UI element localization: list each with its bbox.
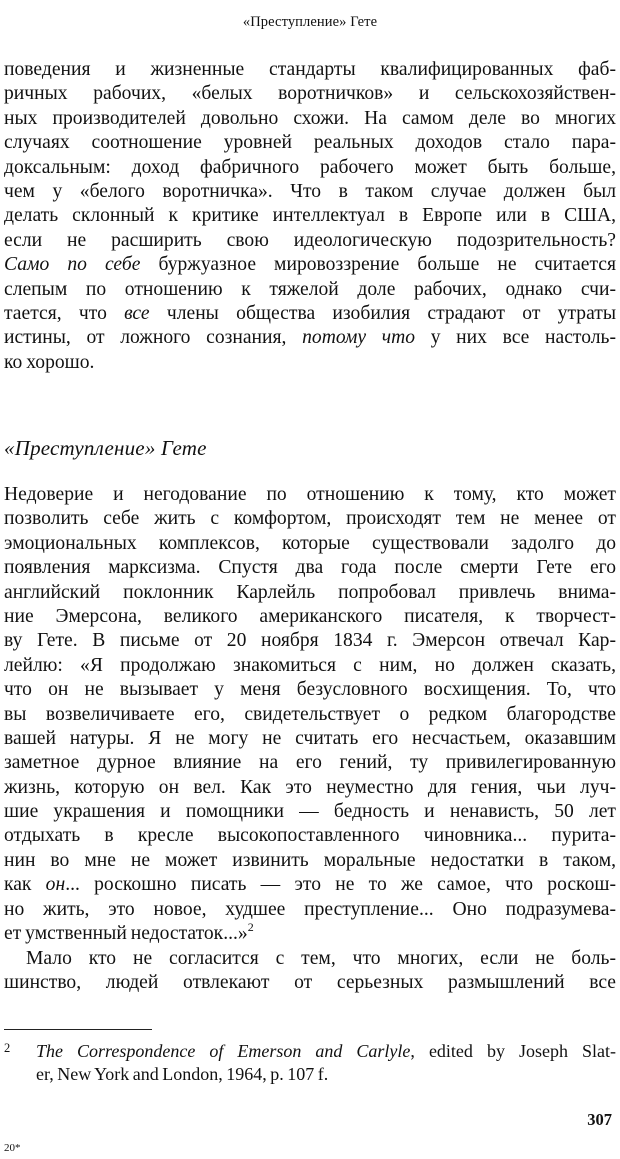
text-line: ние Эмерсона, великого американского писателя, к творчест- bbox=[4, 605, 616, 627]
text-run: ... роскошно писать — это не то же самое, что роскош- bbox=[65, 874, 616, 896]
text-line bbox=[4, 922, 616, 946]
page-number: 307 bbox=[587, 1110, 612, 1129]
text-line: шие украшения и помощники — бедность и ненависть, 50 лет bbox=[4, 801, 616, 823]
text-line: отдыхать в кресле высокопоставленного чиновника... пурита- bbox=[4, 825, 616, 847]
text-line: жизнь, которую он вел. Как это неуместно для гения, чьи луч- bbox=[4, 776, 616, 798]
text-line: поведения и жизненные стандарты квалифицированных фаб- bbox=[4, 59, 616, 80]
text-line: вашей натуры. Я не могу не считать его несчастьем, оказавшим bbox=[4, 727, 616, 749]
text-line bbox=[4, 326, 616, 350]
running-header: «Преступление» Гете bbox=[242, 14, 378, 30]
paragraph-3 bbox=[4, 947, 616, 996]
footnote bbox=[4, 1040, 616, 1086]
italic-phrase: Само по себе bbox=[4, 254, 141, 276]
text-run: ет умственный недостаток...» bbox=[4, 923, 248, 945]
italic-word: все bbox=[124, 302, 150, 324]
text-line: если не расширить свою идеологическую подозрительность? bbox=[4, 229, 616, 251]
text-run: у них все настоль- bbox=[415, 327, 616, 349]
text-line: появления марксизма. Спустя два года после смерти Гете его bbox=[4, 557, 616, 579]
footnote-line bbox=[4, 1040, 616, 1063]
paragraph-2 bbox=[4, 483, 616, 946]
text-run: буржуазное мировоззрение больше не считается bbox=[140, 254, 616, 276]
text-run: , edited by Joseph Slat- bbox=[410, 1041, 616, 1061]
italic-phrase: потому что bbox=[302, 327, 416, 349]
text-line: лейлю: «Я продолжаю знакомиться с ним, но должен сказать, bbox=[4, 654, 616, 676]
text-line bbox=[4, 302, 616, 326]
footnote-divider bbox=[4, 1029, 152, 1030]
text-run: тается, что bbox=[4, 302, 125, 324]
text-line: ву Гете. В письме от 20 ноября 1834 г. Эмерсон отвечал Кар- bbox=[4, 630, 616, 652]
text-line: Мало кто не согласится с тем, что многих, если не боль- bbox=[26, 948, 616, 969]
text-line: делать склонный к критике интеллектуал в Европе или в США, bbox=[4, 205, 616, 227]
text-line: заметное дурное влияние на его гений, ту привилегированную bbox=[4, 752, 616, 774]
text-line: но жить, это новое, худшее преступление... Оно подразумева- bbox=[4, 898, 616, 920]
section-heading: «Преступление» Гете bbox=[4, 436, 207, 460]
text-line: доксальным: доход фабричного рабочего может быть больше, bbox=[4, 156, 616, 178]
text-line bbox=[4, 253, 616, 277]
text-line: позволить себе жить с комфортом, происходят тем не менее от bbox=[4, 508, 616, 530]
text-line: что он не вызывает у меня безусловного восхищения. То, что bbox=[4, 679, 616, 701]
footnote-reference[interactable]: 2 bbox=[247, 920, 254, 935]
text-line: вы возвеличиваете его, свидетельствует о редком благородстве bbox=[4, 703, 616, 725]
text-line: английский поклонник Карлейль попробовал привлечь внима- bbox=[4, 581, 616, 603]
text-line: нин во мне не может извинить моральные недостатки в таком, bbox=[4, 849, 616, 871]
text-line: ных производителей довольно схожи. На самом деле во многих bbox=[4, 107, 616, 129]
text-line: Недоверие и негодование по отношению к тому, кто может bbox=[4, 484, 616, 505]
footnote-marker: 2 bbox=[4, 1041, 11, 1055]
signature-mark: 20* bbox=[4, 1142, 21, 1154]
footnote-line: er, New York and London, 1964, p. 107 f. bbox=[36, 1064, 329, 1084]
text-line: ричных рабочих, «белых воротничков» и сельскохозяйствен- bbox=[4, 83, 616, 105]
text-line: чем у «белого воротничка». Что в таком случае должен был bbox=[4, 180, 616, 202]
text-line: шинство, людей отвлекают от серьезных размышлений все bbox=[4, 972, 616, 994]
text-line: слепым по отношению к тяжелой доле рабочих, однако счи- bbox=[4, 278, 616, 300]
italic-word: он bbox=[45, 874, 66, 896]
text-run: члены общества изобилия страдают от утраты bbox=[149, 302, 616, 324]
paragraph-1 bbox=[4, 58, 616, 375]
text-run: как bbox=[4, 874, 46, 896]
text-line: эмоциональных комплексов, которые существовали задолго до bbox=[4, 532, 616, 554]
footnote-book-title: The Correspondence of Emerson and Carlyle bbox=[36, 1041, 411, 1061]
text-line bbox=[4, 873, 616, 897]
text-line: ко хорошо. bbox=[4, 351, 95, 373]
text-run: истины, от ложного сознания, bbox=[4, 327, 303, 349]
text-line: случаях соотношение уровней реальных доходов стало пара- bbox=[4, 132, 616, 154]
